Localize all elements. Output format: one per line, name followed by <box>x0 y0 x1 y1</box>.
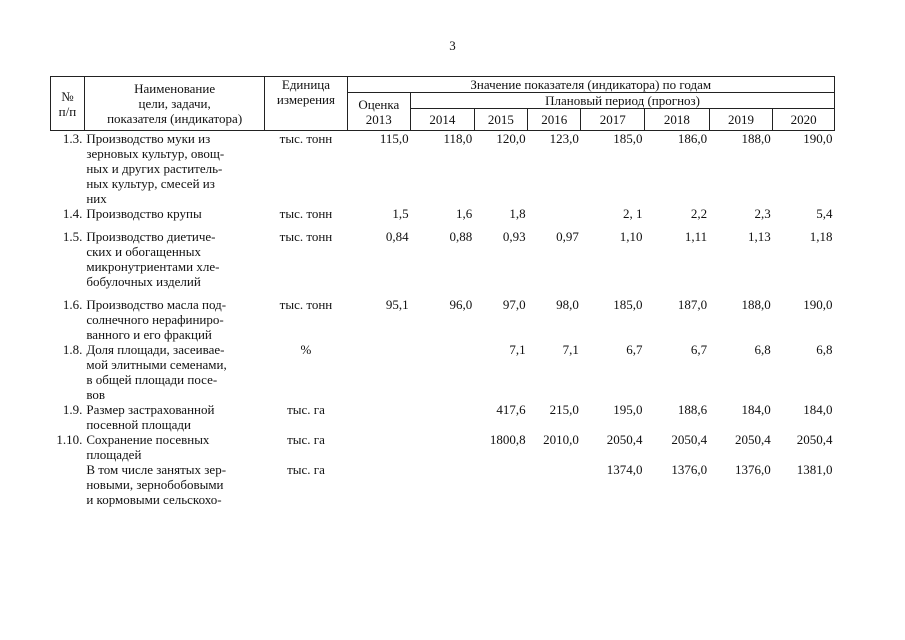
row-value <box>347 432 411 462</box>
row-value: 2,2 <box>690 206 708 221</box>
row-value <box>347 402 411 432</box>
row-value: 95,1 <box>385 297 409 312</box>
row-value <box>474 462 527 507</box>
header-name-label: Наименование цели, задачи, показателя (индикатора) <box>107 81 243 126</box>
row-value: 1,5 <box>392 206 409 221</box>
row-name: Производство диетиче- ских и обогащенных микронутриентами хле- бобулочных изделий <box>86 229 220 289</box>
row-value: 0,88 <box>449 229 473 244</box>
row-value: 188,6 <box>677 402 708 417</box>
row-value: 2050,4 <box>735 432 771 447</box>
row-name: Производство масла под- солнечного нерафиниро- ванного и его фракций <box>86 297 227 342</box>
header-number-label: № п/п <box>58 88 77 119</box>
row-value: 190,0 <box>803 297 833 312</box>
table-row <box>51 462 835 507</box>
row-value: 1,18 <box>809 229 833 244</box>
table-header <box>51 77 835 131</box>
row-value: 1,10 <box>619 229 643 244</box>
row-value: 1,8 <box>509 206 526 221</box>
row-value: 6,7 <box>690 342 708 357</box>
row-number: 1.10. <box>56 432 83 447</box>
row-unit: тыс. га <box>287 432 325 447</box>
header-year: 2020 <box>773 109 835 131</box>
table-row <box>51 221 835 289</box>
row-value: 120,0 <box>496 131 526 146</box>
row-value: 115,0 <box>379 131 409 146</box>
row-name: В том числе занятых зер- новыми, зернобобовыми и кормовыми сельскохо- <box>86 462 227 507</box>
row-value: 2050,4 <box>796 432 833 447</box>
row-name: Сохранение посевных площадей <box>86 432 210 462</box>
row-value: 2, 1 <box>623 206 643 221</box>
row-value: 0,93 <box>502 229 526 244</box>
row-number: 1.5. <box>62 229 83 244</box>
row-value: 185,0 <box>613 297 643 312</box>
row-unit: тыс. тонн <box>279 206 333 221</box>
row-value: 1,11 <box>684 229 708 244</box>
row-unit: тыс. тонн <box>279 297 333 312</box>
row-value: 1376,0 <box>671 462 708 477</box>
row-value: 184,0 <box>803 402 833 417</box>
row-value <box>411 462 475 507</box>
row-value: 96,0 <box>449 297 473 312</box>
row-value: 1800,8 <box>489 432 526 447</box>
row-value: 7,1 <box>509 342 526 357</box>
row-value: 417,6 <box>496 402 526 417</box>
header-plan-period: Плановый период (прогноз) <box>411 93 835 109</box>
header-year: 2014 <box>411 109 475 131</box>
header-year: 2016 <box>528 109 581 131</box>
header-estimate <box>347 93 411 131</box>
row-unit: тыс. тонн <box>279 131 333 146</box>
table-body <box>51 131 835 508</box>
row-number: 1.3. <box>62 131 83 146</box>
row-number: 1.9. <box>62 402 83 417</box>
header-unit-label: Единица измерения <box>276 77 335 107</box>
row-value: 7,1 <box>562 342 579 357</box>
row-value: 195,0 <box>613 402 643 417</box>
row-value <box>411 432 475 462</box>
row-name: Производство муки из зерновых культур, овощ- ных и других раститель- ных культур, смесей из них <box>86 131 225 206</box>
row-value: 97,0 <box>502 297 526 312</box>
row-value: 98,0 <box>556 297 579 312</box>
page-number: 3 <box>449 38 456 53</box>
row-value: 188,0 <box>741 131 771 146</box>
row-value: 0,84 <box>385 229 409 244</box>
row-number: 1.8. <box>62 342 83 357</box>
row-value: 1,13 <box>748 229 771 244</box>
row-value: 1376,0 <box>735 462 771 477</box>
row-unit: тыс. га <box>287 402 325 417</box>
row-name: Доля площади, засеивае- мой элитными семенами, в общей площади посе- вов <box>86 342 227 402</box>
row-value: 6,8 <box>754 342 771 357</box>
header-estimate-label: Оценка 2013 <box>358 96 400 127</box>
header-year: 2018 <box>645 109 710 131</box>
row-value: 215,0 <box>549 402 579 417</box>
row-name: Производство крупы <box>86 206 202 221</box>
row-unit: % <box>300 342 312 357</box>
indicators-table <box>50 76 835 507</box>
row-value: 185,0 <box>613 131 643 146</box>
header-values-group: Значение показателя (индикатора) по годам <box>347 77 835 93</box>
row-value <box>347 462 411 507</box>
row-value: 190,0 <box>803 131 833 146</box>
row-number: 1.6. <box>62 297 83 312</box>
table-row <box>51 342 835 402</box>
row-value: 1,6 <box>455 206 473 221</box>
row-value: 6,8 <box>816 342 833 357</box>
table-row <box>51 131 835 207</box>
row-value: 0,97 <box>556 229 579 244</box>
row-number: 1.4. <box>62 206 83 221</box>
row-value <box>411 342 475 402</box>
row-unit: тыс. га <box>287 462 325 477</box>
row-value: 5,4 <box>816 206 833 221</box>
row-value: 6,7 <box>626 342 643 357</box>
header-unit <box>265 77 347 131</box>
header-year: 2017 <box>581 109 645 131</box>
row-value <box>347 342 411 402</box>
row-value: 1374,0 <box>606 462 643 477</box>
row-value <box>528 206 581 221</box>
table-row <box>51 432 835 462</box>
header-year: 2015 <box>474 109 527 131</box>
row-value <box>411 402 475 432</box>
row-value: 123,0 <box>549 131 579 146</box>
table-row <box>51 402 835 432</box>
row-name: Размер застрахованной посевной площади <box>86 402 215 432</box>
row-value: 1381,0 <box>796 462 833 477</box>
row-value: 2050,4 <box>606 432 643 447</box>
row-unit: тыс. тонн <box>279 229 333 244</box>
header-name <box>84 77 265 131</box>
table-row <box>51 289 835 342</box>
row-value: 184,0 <box>741 402 771 417</box>
row-value: 118,0 <box>443 131 473 146</box>
row-number <box>51 462 85 507</box>
row-value: 188,0 <box>741 297 771 312</box>
row-value: 186,0 <box>677 131 708 146</box>
row-value: 2,3 <box>754 206 771 221</box>
row-value: 2050,4 <box>671 432 708 447</box>
row-value: 2010,0 <box>543 432 579 447</box>
header-number <box>51 77 85 131</box>
row-value: 187,0 <box>677 297 708 312</box>
table-row <box>51 206 835 221</box>
header-year: 2019 <box>709 109 773 131</box>
row-value <box>528 462 581 507</box>
